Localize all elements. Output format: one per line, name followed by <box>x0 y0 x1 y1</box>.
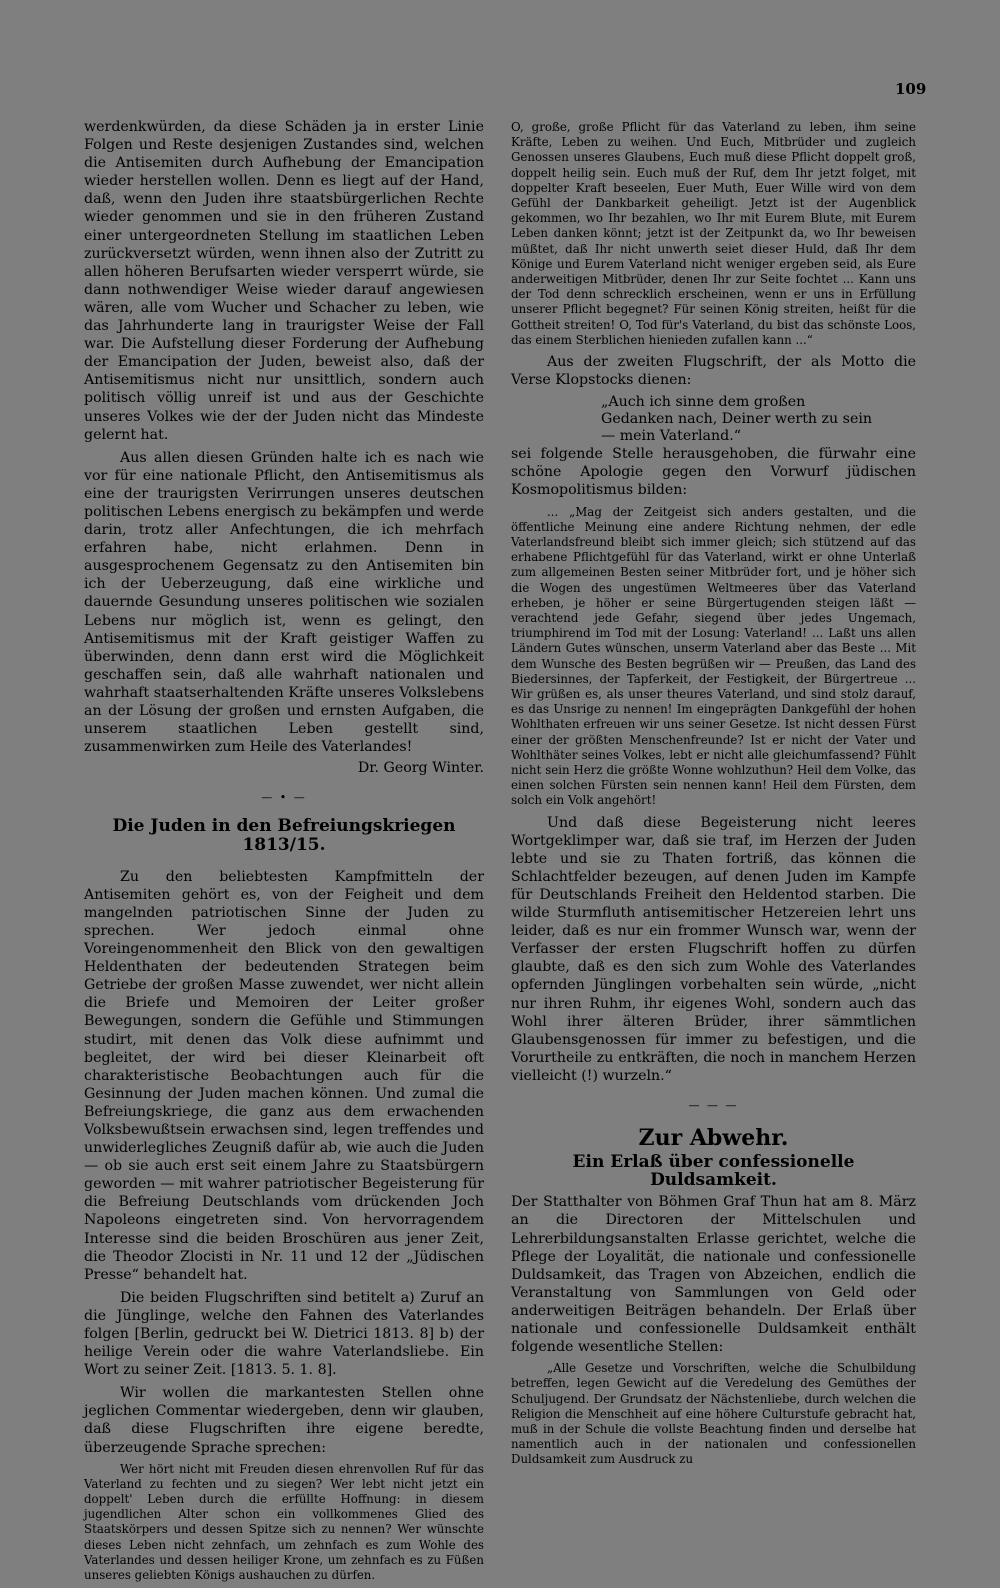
paragraph: Wir wollen die markantesten Stellen ohne jeglichen Commentar wiedergeben, denn wir glauben, daß diese Flugschriften ihre eigene beredte, überzeugende Sprache sprechen: <box>84 1385 484 1456</box>
quoted-paragraph: O, große, große Pflicht für das Vaterland zu leben, ihm seine Kräfte, Leben zu weihen. Und Euch, Mitbrüder und zugleich Genossen unseres Glaubens, Euch muß diese Pflicht doppelt groß, doppelt heilig sein. Euch muß der Ruf, dem Ihr jetzt folget, mit doppelter Kraft beseelen, Euer Muth, Euer Wille wird von dem Gefühl der Dankbarkeit geheiligt. Jetzt ist der Augenblick gekommen, wo Ihr bezahlen, wo Ihr mit Eurem Blute, mit Eurem Leben danken könnt; jetzt ist der Zeitpunkt da, wo Ihr beweisen müßtet, daß Ihr nicht unwerth seiet dieser Huld, daß Ihr dem Könige und Eurem Vaterland nicht weniger ergeben seid, als Eure anderweitigen Mitbrüder, denen Ihr zur Seite fochtet ... Kann uns der Tod denn schrecklich erscheinen, wenn er uns in Erfüllung unserer Pflicht begegnet? Für seinen König streiten, heißt für die Gottheit streiten! O, Tod für's Vaterland, du bist das schönste Loos, das einem Sterblichen hienieden zufallen kann ...“ <box>511 120 916 347</box>
quoted-paragraph: Wer hört nicht mit Freuden diesen ehrenvollen Ruf für das Vaterland zu fechten und zu siegen? Wer lebt nicht jetzt ein doppelt' Leben durch die erfüllte Hoffnung: in diesem jugendlichen Alter schon ein vollkommenes Glied des Staatskörpers und dessen Spitze sich zu nennen? Wer wünschte dieses Leben nicht zehnfach, um zehnfach es zum Wohle des Vaterlandes und dessen heiliger Krone, um zehnfach es zu Füßen unseres geliebten Königs aushauchen zu dürfen. <box>84 1461 484 1583</box>
paragraph: Zu den beliebtesten Kampfmitteln der Antisemiten gehört es, von der Feigheit und dem mangelnden patriotischen Sinne der Juden zu sprechen. Wer jedoch einmal ohne Voreingenommenheit den Blick von den gewaltigen Heldenthaten der bedeutenden Strategen beim Getriebe der großen Masse zuwendet, wer nicht allein die Briefe und Memoiren der Leiter großer Bewegungen, sondern die Gefühle und Stimmungen studirt, mit denen das Volk diese aufnimmt und begleitet, der wird bei dieser Kleinarbeit oft charakteristische Beobachtungen auch für die Gesinnung der Juden machen können. Und zumal die Befreiungskriege, die ganz aus dem erwachenden Volksbewußtsein erwachsen sind, legen treffendes und unwiderlegliches Zeugniß dafür ab, wie auch die Juden — ob sie auch erst seit einem Jahre zu Staatsbürgern geworden — mit wahrer patriotischer Begeisterung für die Befreiung Deutschlands vom drückenden Joch Napoleons eingetreten sind. Von hervorragendem Interesse sind die beiden Broschüren aus jener Zeit, die Theodor Zlocisti in Nr. 11 und 12 der „Jüdischen Presse“ behandelt hat. <box>84 868 484 1283</box>
verse-line: Gedanken nach, Deiner werth zu sein <box>601 411 873 428</box>
paragraph: Aus allen diesen Gründen halte ich es nach wie vor für eine nationale Pflicht, den Antisemitismus als eine der traurigsten Verirrungen unseres deutschen politischen Lebens energisch zu bekämpfen und werde darin, trotz aller Anfechtungen, die ich mehrfach erfahren habe, nicht erlahmen. Denn in ausgesprochenem Gegensatz zu den Antisemiten bin ich der Ueberzeugung, daß eine wirkliche und dauernde Gesundung unseres politischen wie sozialen Lebens nur möglich ist, wenn es gelingt, den Antisemitismus mit der Kraft geistiger Waffen zu überwinden, denn dann erst wird die Möglichkeit geschaffen sein, daß alle wahrhaft nationalen und wahrhaft staatserhaltenden Kräfte unseres Volkslebens an der Lösung der großen und ernsten Aufgaben, die unserem staatlichen Leben gestellt sind, zusammenwirken zum Heile des Vaterlandes! <box>84 449 484 756</box>
paragraph: Und daß diese Begeisterung nicht leeres Wortgeklimper war, daß sie traf, im Herzen der Juden lebte und sie zu Thaten fortriß, das können die Schlachtfelder bezeugen, auf denen Juden im Kampfe für Deutschlands Freiheit den Heldentod starben. Die wilde Sturmfluth antisemitischer Hetzereien lehrt uns leider, daß es nur ein frommer Wunsch war, wenn der Verfasser der ersten Flugschrift hoffen zu dürfen glaubte, daß es den sich zum Wohle des Vaterlandes opfernden Jünglingen vorbehalten sein würde, „nicht nur ihren Ruhm, ihr eigenes Wohl, sondern auch das Wohl ihrer älteren Brüder, ihrer sämmtlichen Glaubensgenossen für immer zu befestigen, und die Vorurtheile zu entkräften, die noch in manchem Herzen vielleicht (!) wurzeln.“ <box>511 814 916 1084</box>
author-signature: Dr. Georg Winter. <box>357 760 484 777</box>
quoted-paragraph: „Alle Gesetze und Vorschriften, welche die Schulbildung betreffen, legen Gewicht auf die Veredelung des Gemüthes der Schuljugend. Der Grundsatz der Nächstenliebe, durch welchen die Religion die Menschheit auf eine höhere Culturstufe gebracht hat, muß in der Schule die vollste Beachtung finden und derselbe hat namentlich auch in der nationalen und confessionellen Duldsamkeit zum Ausdruck zu <box>511 1361 916 1467</box>
quoted-paragraph: ... „Mag der Zeitgeist sich anders gestalten, und die öffentliche Meinung eine andere Richtung nehmen, der edle Vaterlandsfreund bleibt sich immer gleich; sich stützend auf das erhabene Pflichtgefühl für das Vaterland, wirkt er ohne Unterlaß zum allgemeinen Besten seiner Mitbrüder fort, und je höher sich die Wogen des ungestümen Weltmeeres über das Vaterland erheben, je höher er seine Bürgertugenden steigen läßt — verachtend jede Gefahr, siegend über jedes Ungemach, triumphirend im Tod mit der Losung: Vaterland! ... Laßt uns allen Ländern Gutes wünschen, unserm Vaterland aber das Beste ... Mit dem Wunsche des Besten begrüßen wir — Preußen, das Land des Biedersinnes, der Tapferkeit, der Festigkeit, der Bürgertreue ... Wir grüßen es, als unser theures Vaterland, und sind stolz darauf, es das Unsrige zu nennen! Im eingeprägten Dankgefühl der hohen Wohlthaten erfreuen wir uns seiner Gesetze. Ist nicht dessen Fürst einer der größten Menschenfreunde? Ist er nicht der Vater und Wohlthäter seines Volkes, lebt er nicht alle gleichumfassend? Fühlt nicht sein Herz die größte Wonne wohlzuthun? Heil dem Volke, das einen solchen Fürsten sein nennen kann! Heil dem Fürsten, dem solch ein Volk angehört! <box>511 504 916 808</box>
right-column <box>511 120 916 1473</box>
section-title: Zur Abwehr. <box>638 1125 789 1152</box>
paragraph: werdenkwürden, da diese Schäden ja in erster Linie Folgen und Reste desjenigen Zustandes sind, welchen die Antisemiten durch Aufhebung der Emancipation wieder herstellen wollen. Denn es liegt auf der Hand, daß, wenn den Juden ihre staatsbürgerlichen Rechte wieder genommen und sie in den früheren Zustand einer untergeordneten Stellung im staatlichen Leben zurückversetzt würden, wenn ihnen also der Zutritt zu allen höheren Berufsarten wieder versperrt würde, sie dann nothwendiger Weise wieder darauf angewiesen wären, alle vom Wucher und Schacher zu leben, wie das Jahrhunderte lang in traurigster Weise der Fall war. Die Aufstellung dieser Forderung der Aufhebung der Emancipation der Juden, beweist also, daß der Antisemitismus nicht nur unsittlich, sondern auch politisch völlig unreif ist und aus der Geschichte unseres Volkes wie der der Juden nicht das Mindeste gelernt hat. <box>84 119 484 443</box>
verse-line: „Auch ich sinne dem großen <box>601 394 806 411</box>
article-title: Die Juden in den Befreiungskriegen 1813/15. <box>112 816 456 855</box>
article-title: Ein Erlaß über confessionelle Duldsamkeit. <box>572 1152 855 1191</box>
divider: — • — <box>261 791 307 805</box>
verse-line: — mein Vaterland.“ <box>601 428 741 445</box>
paragraph: Aus der zweiten Flugschrift, der als Motto die Verse Klopstocks dienen: <box>511 354 916 389</box>
left-column <box>84 118 484 1588</box>
paragraph: Die beiden Flugschriften sind betitelt a) Zuruf an die Jünglinge, welche den Fahnen des Vaterlandes folgen [Berlin, gedruckt bei W. Dietrici 1813. 8] b) der heilige Verein oder die wahre Vaterlandsliebe. Ein Wort zu seiner Zeit. [1813. 5. 1. 8]. <box>84 1289 484 1379</box>
page-number: 109 <box>895 80 927 98</box>
paragraph: Der Statthalter von Böhmen Graf Thun hat am 8. März an die Directoren der Mittelschulen und Lehrerbildungsanstalten Erlasse gerichtet, welche die Pflege der Loyalität, die nationale und confessionelle Duldsamkeit, das Tragen von Abzeichen, endlich die Veranstaltung von Sammlungen von Geld oder anderweitigen Beiträgen behandeln. Der Erlaß über nationale und confessionelle Duldsamkeit enthält folgende wesentliche Stellen: <box>511 1194 916 1356</box>
paragraph: sei folgende Stelle herausgehoben, die fürwahr eine schöne Apologie gegen den Vorwurf jüdischen Kosmopolitismus bilden: <box>511 446 916 499</box>
divider: — — — <box>688 1098 739 1112</box>
